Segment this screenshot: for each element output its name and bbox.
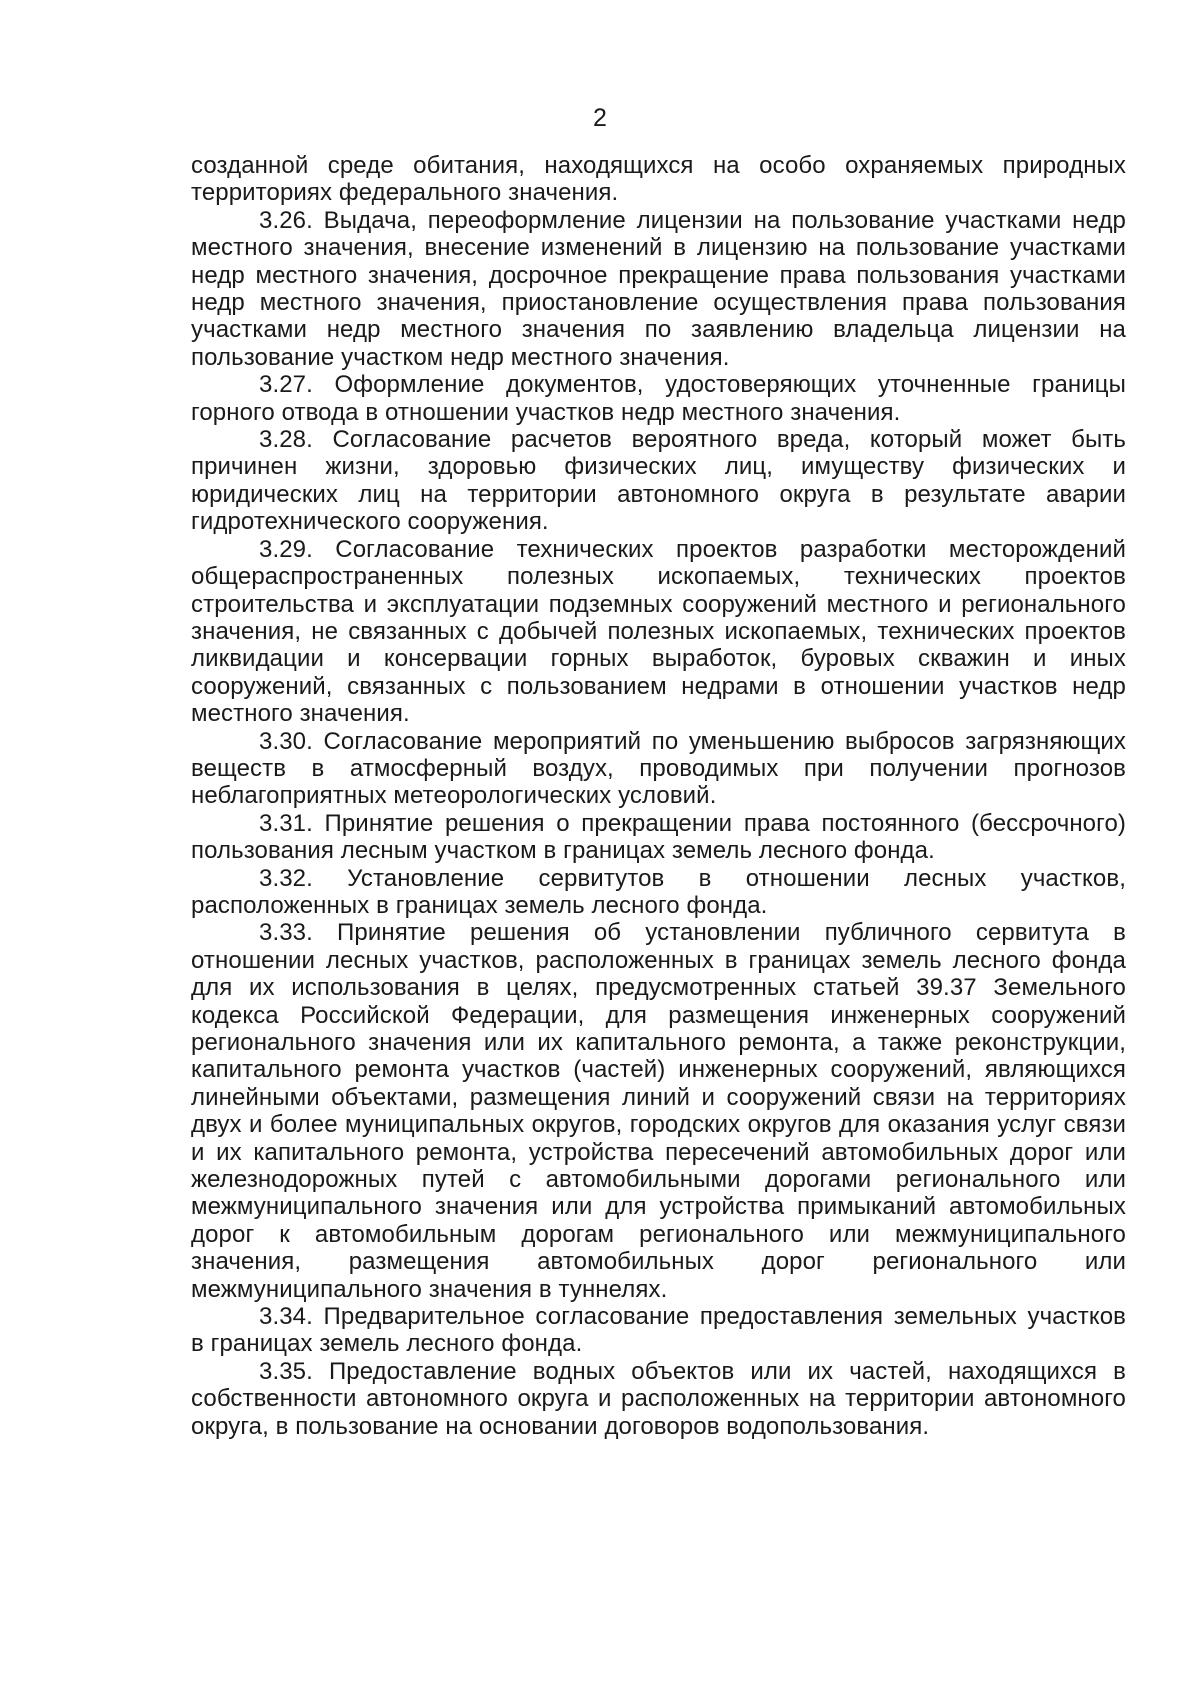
paragraph-3-27: 3.27. Оформление документов, удостоверяющих уточненные границы горного отвода в отношении участков недр местного значения. xyxy=(191,371,1126,426)
paragraph-3-31: 3.31. Принятие решения о прекращении права постоянного (бессрочного) пользования лесным участком в границах земель лесного фонда. xyxy=(191,809,1126,865)
paragraph-3-28: 3.28. Согласование расчетов вероятного вреда, который может быть причинен жизни, здоровью физических лиц, имуществу физических и юридических лиц на территории автономного округа в результате аварии гидротехнического сооружения. xyxy=(191,426,1126,536)
paragraph-3-30: 3.30. Согласование мероприятий по уменьшению выбросов загрязняющих веществ в атмосферный воздух, проводимых при получении прогнозов неблагоприятных метеорологических условий. xyxy=(191,727,1126,810)
page-number: 2 xyxy=(593,104,607,132)
paragraph-3-29: 3.29. Согласование технических проектов разработки месторождений общераспространенных полезных ископаемых, технических проектов строительства и эксплуатации подземных сооружений местного и регионального значения, не связанных с добычей полезных ископаемых, технических проектов ликвидации и консервации горных выработок, буровых скважин и иных сооружений, связанных с пользованием недрами в отношении участков недр местного значения. xyxy=(191,535,1126,728)
paragraph-3-32: 3.32. Установление сервитутов в отношении лесных участков, расположенных в границах земель лесного фонда. xyxy=(191,864,1126,919)
paragraph-3-35: 3.35. Предоставление водных объектов или их частей, находящихся в собственности автономного округа и расположенных на территории автономного округа, в пользование на основании договоров водопользования. xyxy=(191,1357,1126,1440)
document-body xyxy=(191,152,1126,1440)
paragraph-continuation: созданной среде обитания, находящихся на особо охраняемых природных территориях федерального значения. xyxy=(191,152,1126,207)
paragraph-3-26: 3.26. Выдача, переоформление лицензии на пользование участками недр местного значения, внесение изменений в лицензию на пользование участками недр местного значения, досрочное прекращение права пользования участками недр местного значения, приостановление осуществления права пользования участками недр местного значения по заявлению владельца лицензии на пользование участком недр местного значения. xyxy=(191,206,1126,371)
paragraph-3-34: 3.34. Предварительное согласование предоставления земельных участков в границах земель лесного фонда. xyxy=(191,1303,1126,1358)
paragraph-3-33: 3.33. Принятие решения об установлении публичного сервитута в отношении лесных участков, расположенных в границах земель лесного фонда для их использования в целях, предусмотренных статьей 39.37 Земельного кодекса Российской Федерации, для размещения инженерных сооружений регионального значения или их капитального ремонта, а также реконструкции, капитального ремонта участков (частей) инженерных сооружений, являющихся линейными объектами, размещения линий и сооружений связи на территориях двух и более муниципальных округов, городских округов для оказания услуг связи и их капитального ремонта, устройства пересечений автомобильных дорог или железнодорожных путей с автомобильными дорогами регионального или межмуниципального значения или для устройства примыканий автомобильных дорог к автомобильным дорогам регионального или межмуниципального значения, размещения автомобильных дорог регионального или межмуниципального значения в туннелях. xyxy=(191,919,1126,1303)
